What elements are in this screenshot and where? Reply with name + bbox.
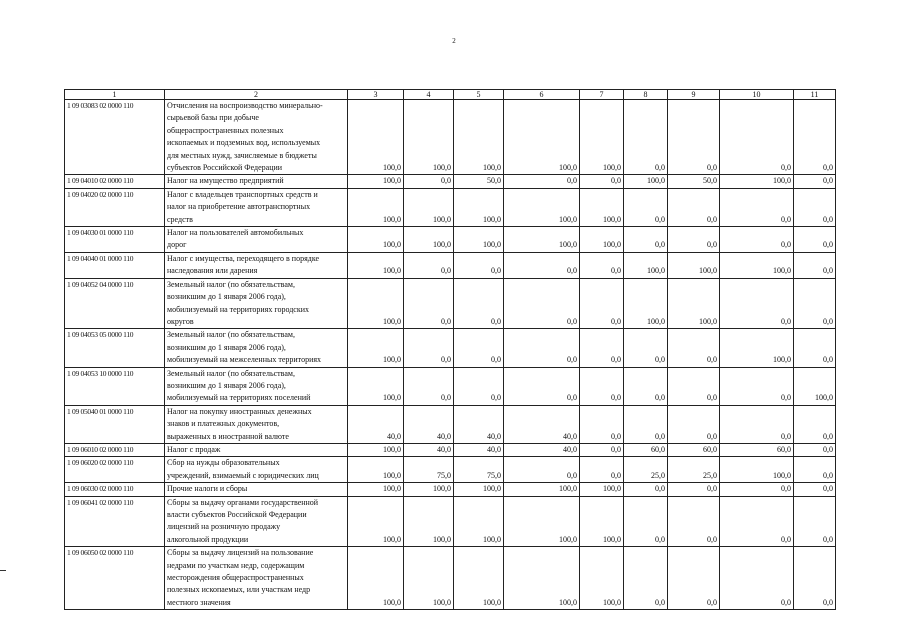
revenue-name [165, 443, 348, 456]
percent-col-6: 40,0 [504, 443, 580, 456]
percent-col-11: 0,0 [794, 188, 836, 226]
revenue-name-line: общераспространенных полезных [167, 125, 284, 135]
percent-col-5: 0,0 [454, 367, 504, 405]
column-header-5: 5 [454, 90, 504, 100]
percent-col-9: 0,0 [668, 367, 720, 405]
percent-col-3: 100,0 [348, 188, 404, 226]
table-row [65, 227, 836, 253]
budget-distribution-table [64, 89, 836, 610]
revenue-name-line: налог на приобретение автотранспортных [167, 202, 311, 212]
revenue-name-line: Сборы за выдачу лицензий на пользование [167, 548, 314, 558]
revenue-name-line: средств [167, 214, 193, 224]
percent-col-11: 0,0 [794, 405, 836, 443]
percent-col-10: 100,0 [720, 457, 794, 483]
percent-col-5: 100,0 [454, 100, 504, 175]
column-header-7: 7 [580, 90, 624, 100]
table-row [65, 252, 836, 278]
revenue-name-line: Налог на покупку иностранных денежных [167, 406, 312, 416]
percent-col-9: 50,0 [668, 175, 720, 188]
percent-col-11: 0,0 [794, 457, 836, 483]
percent-col-4: 0,0 [404, 329, 454, 367]
percent-col-4: 100,0 [404, 100, 454, 175]
revenue-name [165, 329, 348, 367]
percent-col-3: 100,0 [348, 252, 404, 278]
revenue-name [165, 367, 348, 405]
classification-code: 1 09 04020 02 0000 110 [65, 188, 165, 226]
percent-col-10: 0,0 [720, 483, 794, 496]
percent-col-6: 40,0 [504, 405, 580, 443]
percent-col-3: 100,0 [348, 496, 404, 547]
revenue-name [165, 278, 348, 329]
margin-mark [0, 570, 6, 571]
revenue-name-line: выраженных в иностранной валюте [167, 431, 289, 441]
percent-col-5: 0,0 [454, 329, 504, 367]
revenue-name-line: возникшим до 1 января 2006 года), [167, 380, 286, 390]
classification-code: 1 09 06030 02 0000 110 [65, 483, 165, 496]
percent-col-8: 0,0 [624, 329, 668, 367]
percent-col-7: 100,0 [580, 496, 624, 547]
percent-col-8: 0,0 [624, 483, 668, 496]
classification-code: 1 09 06050 02 0000 110 [65, 547, 165, 610]
revenue-name [165, 175, 348, 188]
table-body [65, 100, 836, 610]
table-row [65, 278, 836, 329]
percent-col-5: 100,0 [454, 547, 504, 610]
percent-col-3: 100,0 [348, 457, 404, 483]
percent-col-9: 100,0 [668, 252, 720, 278]
percent-col-6: 0,0 [504, 457, 580, 483]
revenue-name-line: Земельный налог (по обязательствам, [167, 279, 295, 289]
percent-col-8: 0,0 [624, 496, 668, 547]
table-row [65, 457, 836, 483]
percent-col-10: 0,0 [720, 496, 794, 547]
percent-col-10: 0,0 [720, 227, 794, 253]
percent-col-8: 100,0 [624, 175, 668, 188]
table-row [65, 547, 836, 610]
percent-col-10: 0,0 [720, 278, 794, 329]
percent-col-8: 0,0 [624, 405, 668, 443]
revenue-name [165, 496, 348, 547]
classification-code: 1 09 04030 01 0000 110 [65, 227, 165, 253]
revenue-name [165, 252, 348, 278]
percent-col-6: 100,0 [504, 100, 580, 175]
percent-col-7: 0,0 [580, 329, 624, 367]
percent-col-3: 100,0 [348, 483, 404, 496]
table-row [65, 496, 836, 547]
percent-col-3: 100,0 [348, 227, 404, 253]
percent-col-11: 0,0 [794, 278, 836, 329]
percent-col-4: 40,0 [404, 405, 454, 443]
revenue-name-line: дорог [167, 240, 187, 250]
revenue-name-line: мобилизуемый на межселенных территориях [167, 355, 322, 365]
revenue-name [165, 100, 348, 175]
classification-code: 1 09 03083 02 0000 110 [65, 100, 165, 175]
percent-col-7: 100,0 [580, 547, 624, 610]
column-header-10: 10 [720, 90, 794, 100]
percent-col-11: 0,0 [794, 227, 836, 253]
percent-col-5: 40,0 [454, 405, 504, 443]
percent-col-9: 0,0 [668, 405, 720, 443]
percent-col-9: 0,0 [668, 227, 720, 253]
percent-col-10: 0,0 [720, 547, 794, 610]
classification-code: 1 09 04052 04 0000 110 [65, 278, 165, 329]
percent-col-9: 0,0 [668, 483, 720, 496]
percent-col-6: 100,0 [504, 188, 580, 226]
revenue-name-line: Земельный налог (по обязательствам, [167, 330, 295, 340]
percent-col-9: 0,0 [668, 329, 720, 367]
percent-col-7: 100,0 [580, 227, 624, 253]
percent-col-10: 0,0 [720, 367, 794, 405]
percent-col-7: 0,0 [580, 367, 624, 405]
percent-col-11: 0,0 [794, 252, 836, 278]
percent-col-11: 0,0 [794, 175, 836, 188]
percent-col-9: 100,0 [668, 278, 720, 329]
percent-col-7: 100,0 [580, 188, 624, 226]
percent-col-8: 0,0 [624, 100, 668, 175]
classification-code: 1 09 04053 05 0000 110 [65, 329, 165, 367]
revenue-name-line: возникшим до 1 января 2006 года), [167, 342, 286, 352]
percent-col-7: 0,0 [580, 278, 624, 329]
percent-col-7: 0,0 [580, 457, 624, 483]
table-row [65, 100, 836, 175]
revenue-name-line: Сборы за выдачу органами государственной [167, 497, 319, 507]
revenue-name-line: субъектов Российской Федерации [167, 163, 283, 173]
percent-col-4: 100,0 [404, 483, 454, 496]
classification-code: 1 09 06020 02 0000 110 [65, 457, 165, 483]
table-row [65, 443, 836, 456]
page-number: 2 [452, 37, 456, 45]
classification-code: 1 09 04040 01 0000 110 [65, 252, 165, 278]
revenue-name-line: недрами по участкам недр, содержащим [167, 560, 305, 570]
header-row [65, 90, 836, 100]
percent-col-5: 100,0 [454, 227, 504, 253]
percent-col-8: 100,0 [624, 252, 668, 278]
classification-code: 1 09 06010 02 0000 110 [65, 443, 165, 456]
column-header-9: 9 [668, 90, 720, 100]
column-header-2: 2 [165, 90, 348, 100]
revenue-name-line: Отчисления на воспроизводство минерально- [167, 101, 323, 110]
revenue-name-line: месторождения общераспространенных [167, 573, 304, 583]
revenue-name-line: лицензий на розничную продажу [167, 522, 281, 532]
percent-col-5: 100,0 [454, 496, 504, 547]
table-row [65, 188, 836, 226]
revenue-name-line: Налог с владельцев транспортных средств и [167, 189, 318, 199]
column-header-4: 4 [404, 90, 454, 100]
percent-col-8: 0,0 [624, 547, 668, 610]
percent-col-4: 100,0 [404, 547, 454, 610]
revenue-name-line: знаков и платежных документов, [167, 419, 280, 429]
table-row [65, 483, 836, 496]
percent-col-10: 100,0 [720, 175, 794, 188]
percent-col-6: 0,0 [504, 367, 580, 405]
percent-col-7: 0,0 [580, 175, 624, 188]
percent-col-7: 0,0 [580, 405, 624, 443]
revenue-name [165, 188, 348, 226]
revenue-name-line: округов [167, 316, 194, 326]
classification-code: 1 09 04053 10 0000 110 [65, 367, 165, 405]
percent-col-11: 0,0 [794, 443, 836, 456]
percent-col-4: 75,0 [404, 457, 454, 483]
percent-col-7: 100,0 [580, 100, 624, 175]
percent-col-3: 100,0 [348, 278, 404, 329]
revenue-name [165, 405, 348, 443]
percent-col-8: 0,0 [624, 227, 668, 253]
revenue-name-line: учреждений, взимаемый с юридических лиц [167, 470, 319, 480]
percent-col-3: 100,0 [348, 367, 404, 405]
percent-col-9: 0,0 [668, 496, 720, 547]
percent-col-8: 25,0 [624, 457, 668, 483]
percent-col-9: 25,0 [668, 457, 720, 483]
percent-col-9: 60,0 [668, 443, 720, 456]
revenue-name-line: местного значения [167, 597, 231, 607]
percent-col-3: 100,0 [348, 100, 404, 175]
percent-col-9: 0,0 [668, 100, 720, 175]
percent-col-11: 0,0 [794, 547, 836, 610]
revenue-name-line: Прочие налоги и сборы [167, 484, 248, 494]
revenue-name-line: Сбор на нужды образовательных [167, 458, 280, 468]
percent-col-4: 100,0 [404, 496, 454, 547]
percent-col-3: 100,0 [348, 547, 404, 610]
percent-col-5: 50,0 [454, 175, 504, 188]
revenue-name-line: Налог на имущество предприятий [167, 176, 284, 186]
revenue-name-line: Налог с продаж [167, 444, 221, 454]
column-header-1: 1 [65, 90, 165, 100]
percent-col-4: 100,0 [404, 227, 454, 253]
percent-col-10: 100,0 [720, 252, 794, 278]
percent-col-11: 0,0 [794, 100, 836, 175]
revenue-name-line: Земельный налог (по обязательствам, [167, 368, 295, 378]
percent-col-4: 0,0 [404, 367, 454, 405]
revenue-name-line: для местных нужд, зачисляемые в бюджеты [167, 150, 317, 160]
percent-col-10: 0,0 [720, 405, 794, 443]
revenue-name-line: полезных ископаемых, или участкам недр [167, 585, 311, 595]
classification-code: 1 09 06041 02 0000 110 [65, 496, 165, 547]
percent-col-5: 0,0 [454, 252, 504, 278]
revenue-name [165, 547, 348, 610]
percent-col-3: 100,0 [348, 175, 404, 188]
column-header-11: 11 [794, 90, 836, 100]
percent-col-6: 100,0 [504, 227, 580, 253]
revenue-name [165, 457, 348, 483]
percent-col-8: 100,0 [624, 278, 668, 329]
revenue-name-line: сырьевой базы при добыче [167, 113, 259, 123]
table-row [65, 405, 836, 443]
percent-col-4: 0,0 [404, 175, 454, 188]
table-row [65, 329, 836, 367]
revenue-name-line: наследования или дарения [167, 266, 258, 276]
classification-code: 1 09 04010 02 0000 110 [65, 175, 165, 188]
percent-col-8: 0,0 [624, 188, 668, 226]
percent-col-11: 0,0 [794, 483, 836, 496]
percent-col-11: 0,0 [794, 496, 836, 547]
percent-col-5: 40,0 [454, 443, 504, 456]
percent-col-8: 0,0 [624, 367, 668, 405]
percent-col-6: 0,0 [504, 278, 580, 329]
percent-col-7: 0,0 [580, 252, 624, 278]
percent-col-8: 60,0 [624, 443, 668, 456]
revenue-name-line: Налог на пользователей автомобильных [167, 228, 304, 238]
percent-col-4: 0,0 [404, 278, 454, 329]
revenue-name-line: алкогольной продукции [167, 534, 249, 544]
percent-col-3: 100,0 [348, 443, 404, 456]
percent-col-10: 0,0 [720, 188, 794, 226]
percent-col-5: 100,0 [454, 483, 504, 496]
percent-col-6: 0,0 [504, 252, 580, 278]
column-header-8: 8 [624, 90, 668, 100]
percent-col-5: 100,0 [454, 188, 504, 226]
revenue-name-line: мобилизуемый на территориях городских [167, 304, 309, 314]
percent-col-9: 0,0 [668, 547, 720, 610]
percent-col-9: 0,0 [668, 188, 720, 226]
percent-col-3: 40,0 [348, 405, 404, 443]
table-row [65, 367, 836, 405]
percent-col-4: 100,0 [404, 188, 454, 226]
percent-col-7: 0,0 [580, 443, 624, 456]
percent-col-3: 100,0 [348, 329, 404, 367]
percent-col-6: 100,0 [504, 547, 580, 610]
percent-col-6: 0,0 [504, 329, 580, 367]
percent-col-4: 0,0 [404, 252, 454, 278]
percent-col-6: 100,0 [504, 496, 580, 547]
percent-col-10: 100,0 [720, 329, 794, 367]
column-header-3: 3 [348, 90, 404, 100]
revenue-name [165, 483, 348, 496]
percent-col-5: 75,0 [454, 457, 504, 483]
revenue-name-line: власти субъектов Российской Федерации [167, 510, 307, 519]
classification-code: 1 09 05040 01 0000 110 [65, 405, 165, 443]
table-header [65, 90, 836, 100]
column-header-6: 6 [504, 90, 580, 100]
percent-col-11: 0,0 [794, 329, 836, 367]
revenue-name-line: возникшим до 1 января 2006 года), [167, 292, 286, 302]
revenue-name-line: мобилизуемый на территориях поселений [167, 393, 311, 403]
percent-col-6: 0,0 [504, 175, 580, 188]
percent-col-7: 100,0 [580, 483, 624, 496]
percent-col-6: 100,0 [504, 483, 580, 496]
percent-col-4: 40,0 [404, 443, 454, 456]
table-row [65, 175, 836, 188]
percent-col-10: 0,0 [720, 100, 794, 175]
percent-col-5: 0,0 [454, 278, 504, 329]
revenue-name-line: ископаемых и подземных вод, используемых [167, 138, 321, 148]
revenue-name [165, 227, 348, 253]
percent-col-10: 60,0 [720, 443, 794, 456]
percent-col-11: 100,0 [794, 367, 836, 405]
revenue-name-line: Налог с имущества, переходящего в порядке [167, 253, 320, 263]
